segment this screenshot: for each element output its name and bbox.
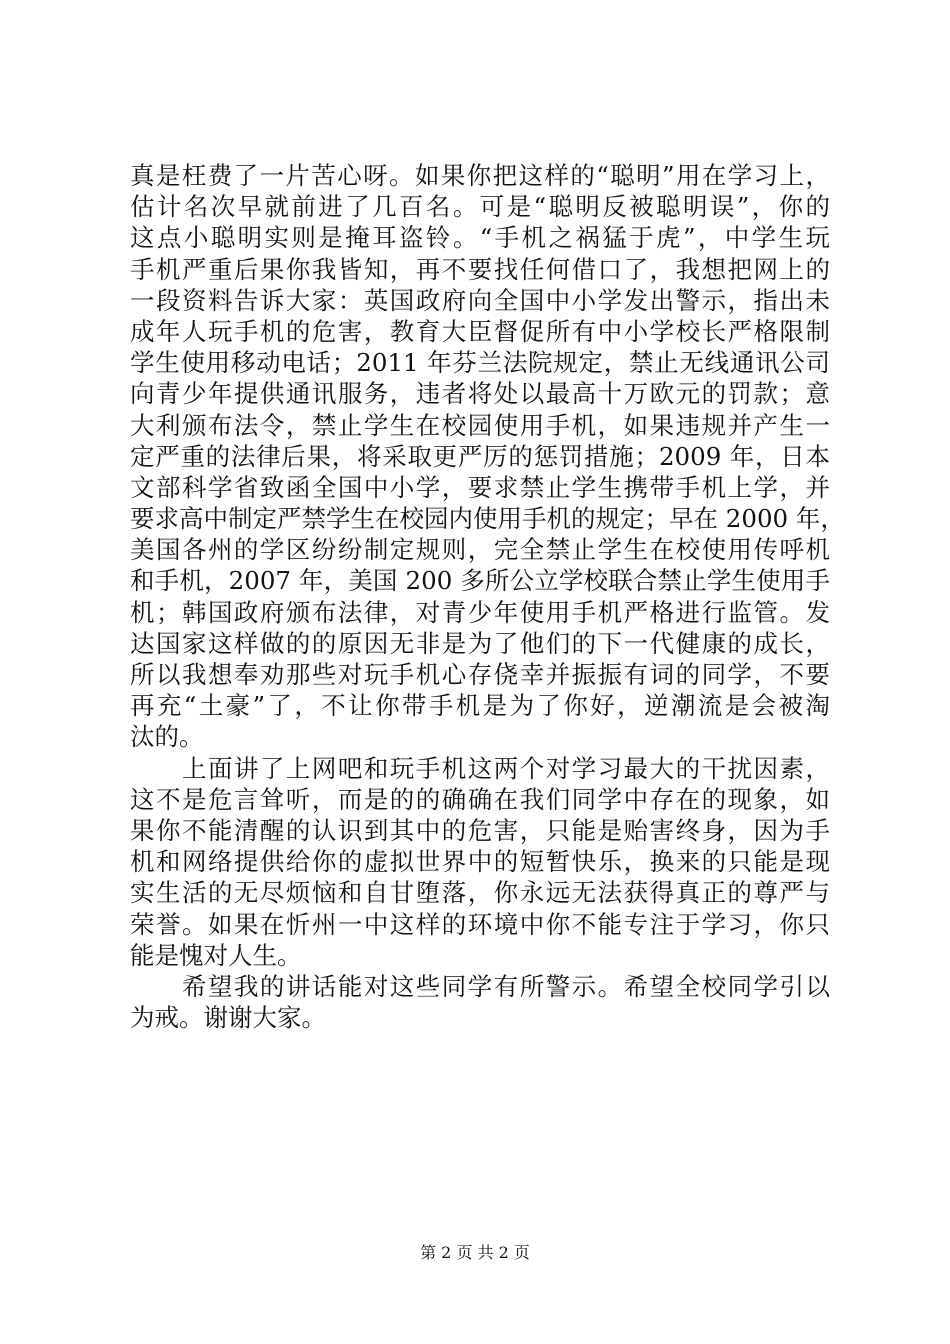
paragraph-line: 和手机，2007 年，美国 200 多所公立学校联合禁止学生使用手	[130, 566, 830, 596]
paragraph-line: 这点小聪明实则是掩耳盗铃。“手机之祸猛于虎”，中学生玩	[130, 223, 830, 253]
paragraph-line: 实生活的无尽烦恼和自甘堕落，你永远无法获得真正的尊严与	[130, 878, 830, 908]
body-text	[130, 160, 845, 1033]
paragraph-line: 所以我想奉劝那些对玩手机心存侥幸并振振有词的同学，不要	[130, 660, 830, 689]
paragraph-line: 大利颁布法令，禁止学生在校园使用手机，如果违规并产生一	[130, 410, 830, 440]
paragraph-line: 真是枉费了一片苦心呀。如果你把这样的“聪明”用在学习上，	[130, 161, 830, 190]
paragraph-line: 美国各州的学区纷纷制定规则，完全禁止学生在校使用传呼机	[130, 535, 830, 565]
paragraph-line: 手机严重后果你我皆知，再不要找任何借口了，我想把网上的	[130, 254, 830, 284]
paragraph-line: 荣誉。如果在忻州一中这样的环境中你不能专注于学习，你只	[130, 909, 830, 939]
paragraph-line: 这不是危言耸听，而是的的确确在我们同学中存在的现象，如	[130, 784, 830, 814]
paragraph-line: 为戒。谢谢大家。	[130, 1003, 326, 1033]
paragraph	[130, 160, 845, 753]
paragraph-line: 向青少年提供通讯服务，违者将处以最高十万欧元的罚款；意	[130, 379, 830, 409]
page-footer: 第 2 页 共 2 页	[420, 1243, 530, 1262]
paragraph-line: 上面讲了上网吧和玩手机这两个对学习最大的干扰因素，	[182, 753, 830, 783]
paragraph-line: 一段资料告诉大家：英国政府向全国中小学发出警示，指出未	[130, 285, 830, 315]
paragraph-line: 汰的。	[130, 722, 204, 752]
paragraph-line: 估计名次早就前进了几百名。可是“聪明反被聪明误”，你的	[130, 192, 830, 222]
paragraph	[130, 971, 830, 1033]
paragraph-line: 达国家这样做的的原因无非是为了他们的下一代健康的成长，	[130, 628, 830, 658]
paragraph-line: 文部科学省致函全国中小学，要求禁止学生携带手机上学，并	[130, 472, 830, 502]
paragraph-line: 希望我的讲话能对这些同学有所警示。希望全校同学引以	[182, 971, 830, 1001]
paragraph-line: 再充“土豪”了，不让你带手机是为了你好，逆潮流是会被淘	[130, 691, 830, 721]
paragraph-line: 学生使用移动电话；2011 年芬兰法院规定，禁止无线通讯公司	[130, 348, 830, 378]
paragraph-line: 成年人玩手机的危害，教育大臣督促所有中小学校长严格限制	[130, 316, 830, 346]
paragraph-line: 果你不能清醒的认识到其中的危害，只能是贻害终身，因为手	[130, 815, 830, 845]
paragraph-line: 定严重的法律后果，将采取更严厉的惩罚措施；2009 年，日本	[130, 441, 830, 471]
paragraph-line: 能是愧对人生。	[130, 940, 302, 970]
paragraph-line: 要求高中制定严禁学生在校园内使用手机的规定；早在 2000 年，	[130, 504, 845, 534]
paragraph	[130, 753, 830, 971]
paragraph-line: 机和网络提供给你的虚拟世界中的短暂快乐，换来的只能是现	[130, 847, 830, 877]
paragraph-line: 机；韩国政府颁布法律，对青少年使用手机严格进行监管。发	[130, 597, 830, 627]
